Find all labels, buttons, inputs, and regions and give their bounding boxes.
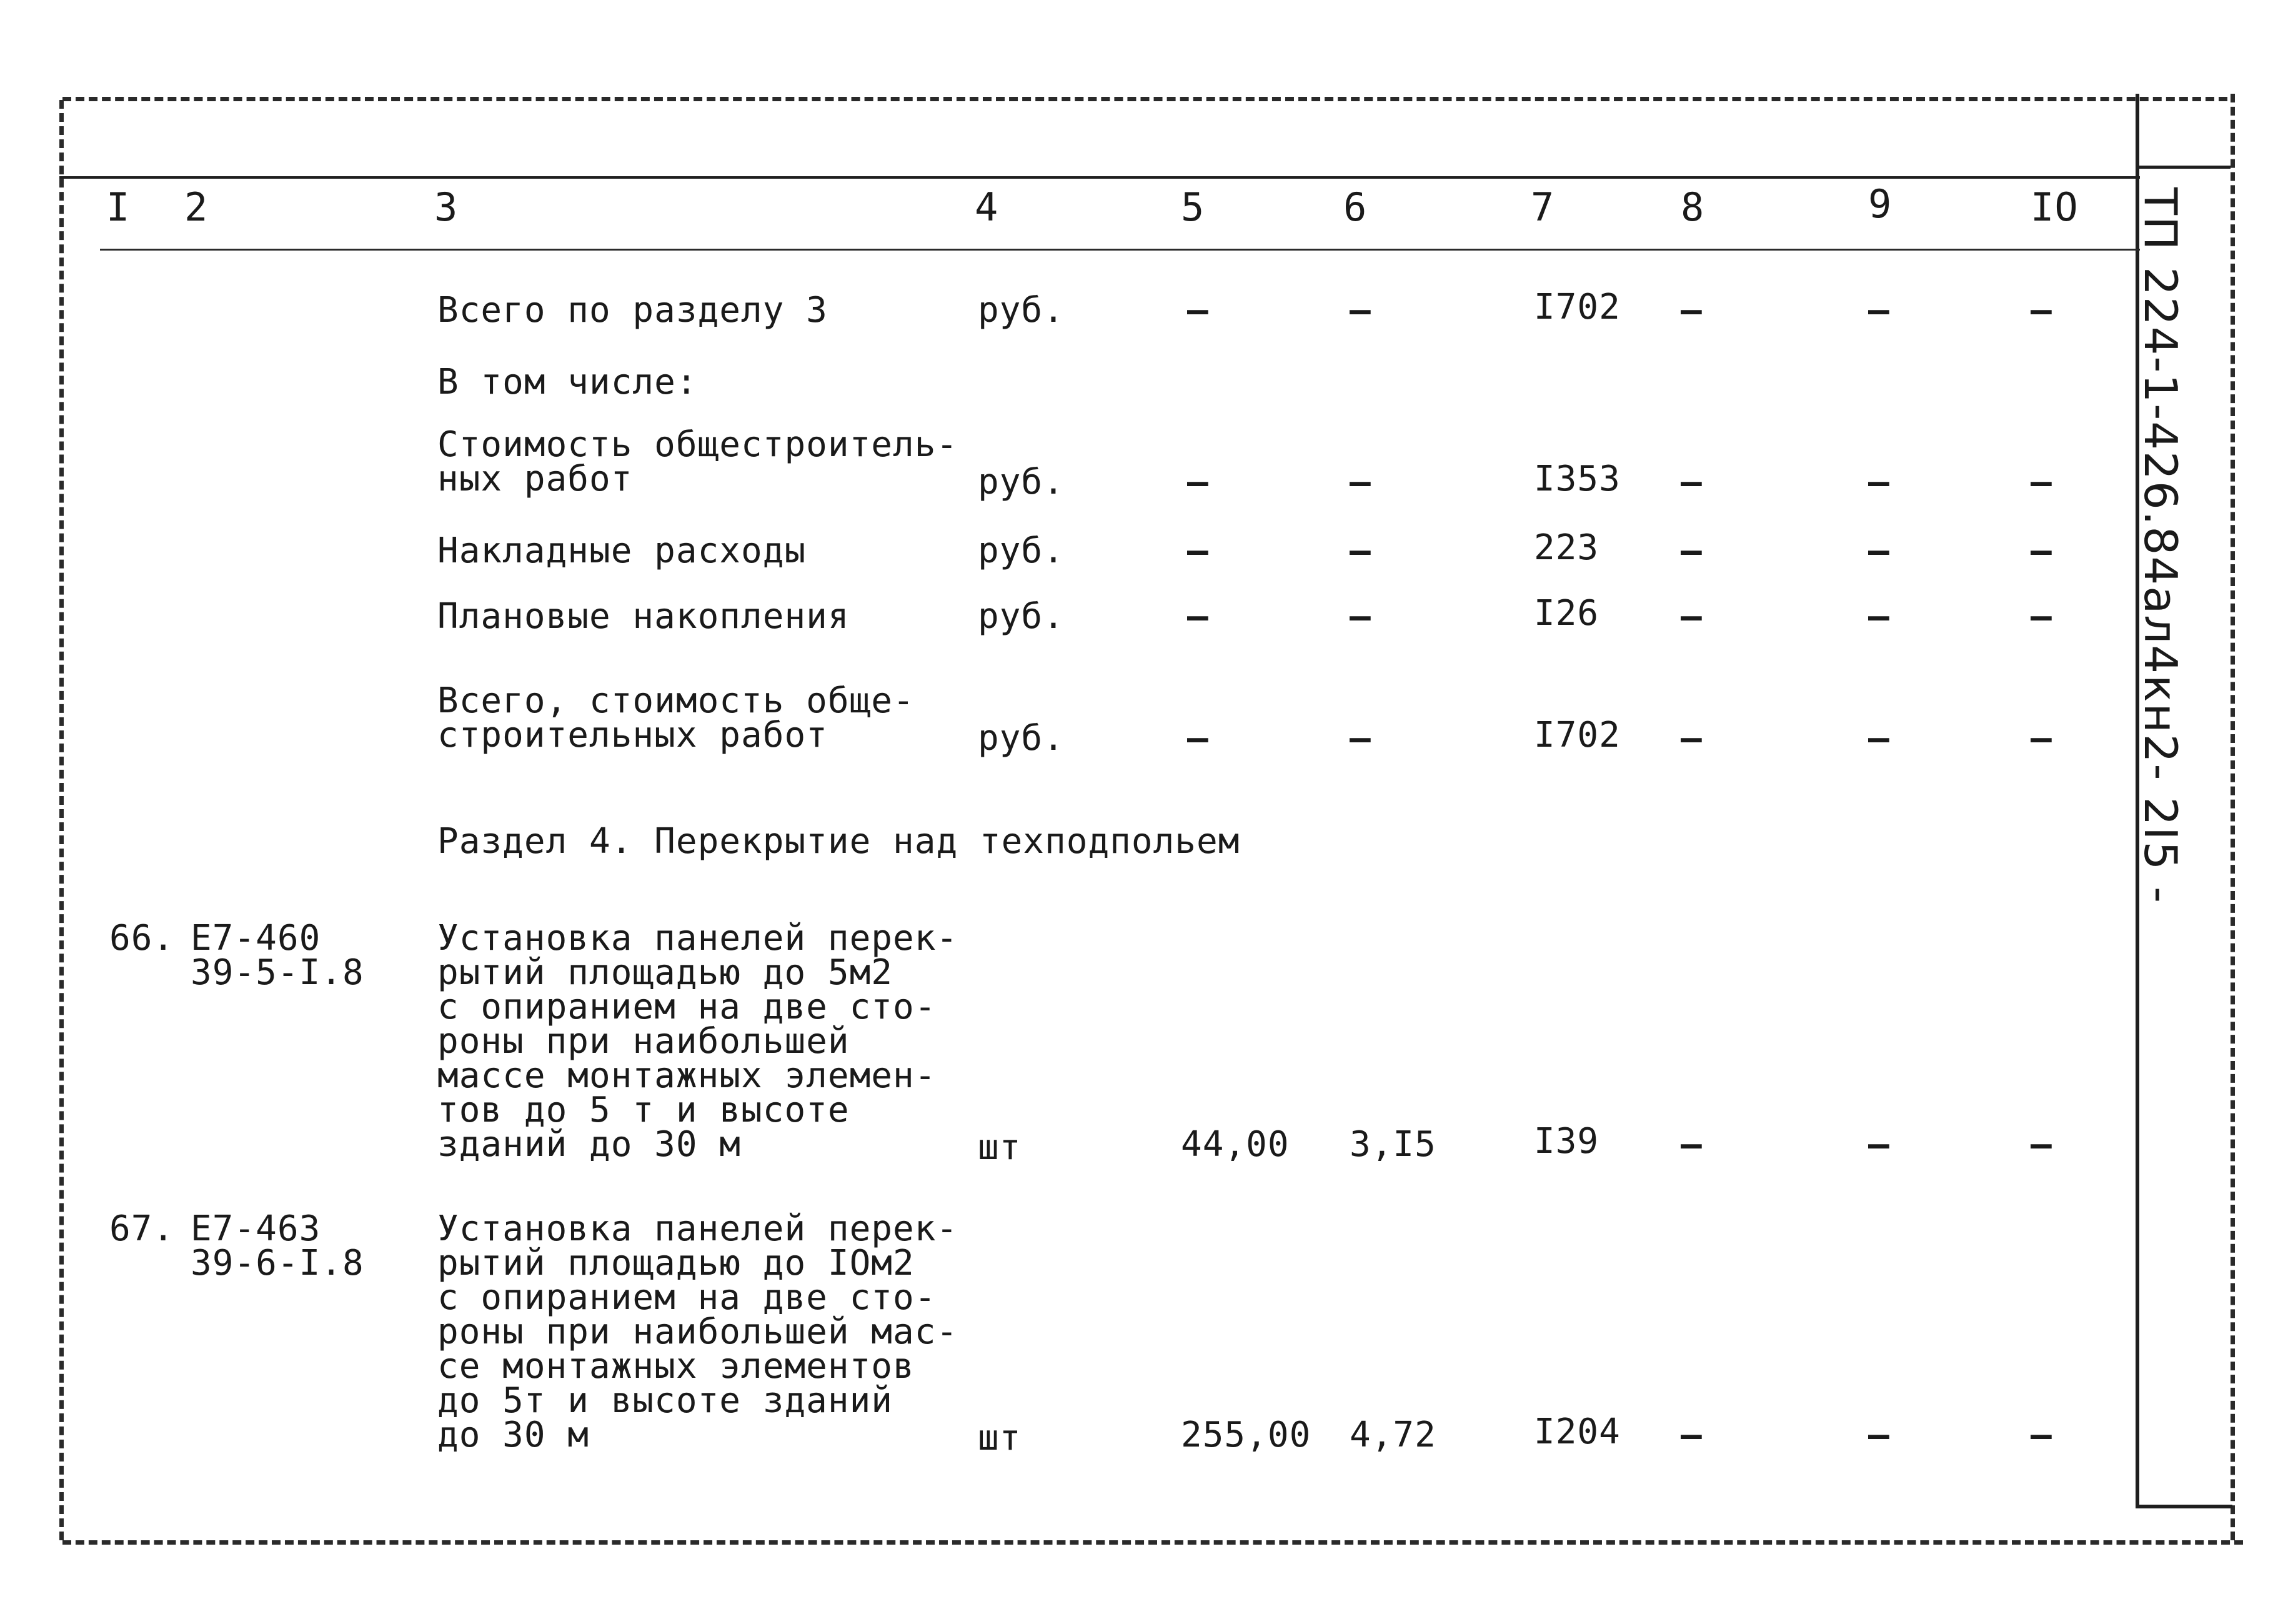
row-code-2: 39-5-I.8: [191, 952, 364, 993]
row-col7: I702: [1534, 287, 1621, 327]
frame-top-dashed: [62, 97, 2227, 101]
col-header-1: I: [106, 184, 131, 230]
row-col9: –: [1868, 531, 1890, 571]
row-col6: –: [1350, 462, 1371, 502]
col-header-8: 8: [1681, 184, 1705, 230]
row-description-line-1: Стоимость общестроитель-: [437, 424, 958, 465]
row-description-line-3: с опиранием на две сто-: [437, 987, 937, 1027]
row-description-line-7: до 30 м: [437, 1415, 590, 1455]
row-description-line-4: роны при наибольшей мас-: [437, 1312, 958, 1352]
row-col8: –: [1681, 596, 1703, 637]
row-col10: –: [2031, 596, 2052, 637]
row-col6: –: [1350, 718, 1371, 759]
row-col7: I353: [1534, 459, 1621, 499]
row-unit: руб.: [978, 596, 1065, 637]
col-header-7: 7: [1531, 184, 1555, 230]
row-unit: шт: [978, 1418, 1022, 1458]
row-col7: I26: [1534, 593, 1599, 634]
row-col7: I39: [1534, 1121, 1599, 1162]
row-unit: руб.: [978, 718, 1065, 759]
row-code-2: 39-6-I.8: [191, 1243, 364, 1283]
frame-bottom-dashed: [62, 1540, 2243, 1545]
row-description-line-2: строительных работ: [437, 715, 828, 755]
row-col9: –: [1868, 290, 1890, 331]
row-description-line-1: Установка панелей перек-: [437, 918, 958, 959]
col-header-4: 4: [975, 184, 999, 230]
row-description: Накладные расходы: [437, 531, 807, 571]
row-col6: –: [1350, 290, 1371, 331]
col-header-9: 9: [1868, 181, 1893, 227]
row-unit: руб.: [978, 531, 1065, 571]
row-col8: –: [1681, 531, 1703, 571]
row-description-line-1: Установка панелей перек-: [437, 1208, 958, 1249]
row-description-line-4: роны при наибольшей: [437, 1021, 850, 1062]
col-header-5: 5: [1181, 184, 1205, 230]
row-col10: –: [2031, 718, 2052, 759]
row-description-line-2: рытий площадью до IOм2: [437, 1243, 915, 1283]
table-header-bottom-line: [100, 249, 2140, 251]
row-unit: руб.: [978, 290, 1065, 331]
row-code-1: Е7-460: [191, 918, 321, 959]
frame-right-dashed: [2231, 94, 2235, 1540]
row-unit: руб.: [978, 462, 1065, 502]
row-description-line-5: се монтажных элементов: [437, 1346, 915, 1387]
row-col6: 4,72: [1350, 1415, 1436, 1455]
row-col10: –: [2031, 1415, 2052, 1455]
row-col7: 223: [1534, 527, 1599, 568]
row-col9: –: [1868, 718, 1890, 759]
frame-left-dashed: [59, 100, 64, 1540]
row-col5: 44,00: [1181, 1124, 1290, 1165]
row-col9: –: [1868, 596, 1890, 637]
row-col5: –: [1187, 718, 1209, 759]
row-col6: –: [1350, 596, 1371, 637]
row-description: Плановые накопления: [437, 596, 850, 637]
row-col5: –: [1187, 462, 1209, 502]
table-header-top-line: [59, 176, 2140, 179]
row-description-line-6: тов до 5 т и высоте: [437, 1090, 850, 1130]
row-col8: –: [1681, 1124, 1703, 1165]
section-heading: Раздел 4. Перекрытие над техподпольем: [437, 821, 1240, 862]
row-col5: –: [1187, 290, 1209, 331]
row-col7: I204: [1534, 1412, 1621, 1452]
row-col10: –: [2031, 290, 2052, 331]
row-col5: –: [1187, 596, 1209, 637]
row-description-line-5: массе монтажных элемен-: [437, 1055, 937, 1096]
stamp-top-line: [2137, 166, 2231, 169]
row-description: В том числе:: [437, 362, 698, 402]
row-number: 66.: [109, 918, 175, 959]
row-unit: шт: [978, 1127, 1022, 1168]
row-col7: I702: [1534, 715, 1621, 755]
row-code-1: Е7-463: [191, 1208, 321, 1249]
col-header-10: IO: [2031, 184, 2079, 230]
row-description: Всего по разделу 3: [437, 290, 828, 331]
stamp-bottom-line: [2136, 1505, 2232, 1508]
row-description-line-3: с опиранием на две сто-: [437, 1277, 937, 1318]
row-col10: –: [2031, 462, 2052, 502]
row-col9: –: [1868, 1124, 1890, 1165]
row-col9: –: [1868, 1415, 1890, 1455]
col-header-3: 3: [434, 184, 459, 230]
row-col6: 3,I5: [1350, 1124, 1436, 1165]
row-col9: –: [1868, 462, 1890, 502]
row-col6: –: [1350, 531, 1371, 571]
row-col5: –: [1187, 531, 1209, 571]
row-col8: –: [1681, 462, 1703, 502]
row-col8: –: [1681, 718, 1703, 759]
row-col8: –: [1681, 290, 1703, 331]
col-header-6: 6: [1343, 184, 1368, 230]
row-description-line-7: зданий до 30 м: [437, 1124, 742, 1165]
row-col10: –: [2031, 1124, 2052, 1165]
row-col8: –: [1681, 1415, 1703, 1455]
row-number: 67.: [109, 1208, 175, 1249]
row-description-line-6: до 5т и высоте зданий: [437, 1380, 893, 1421]
row-col10: –: [2031, 531, 2052, 571]
row-description-line-1: Всего, стоимость обще-: [437, 680, 915, 721]
row-description-line-2: ных работ: [437, 459, 633, 499]
col-header-2: 2: [184, 184, 209, 230]
row-col5: 255,00: [1181, 1415, 1311, 1455]
document-code: ТП 224-1-426.84ал4кн2- 2I5 -: [2134, 187, 2187, 905]
row-description-line-2: рытий площадью до 5м2: [437, 952, 893, 993]
